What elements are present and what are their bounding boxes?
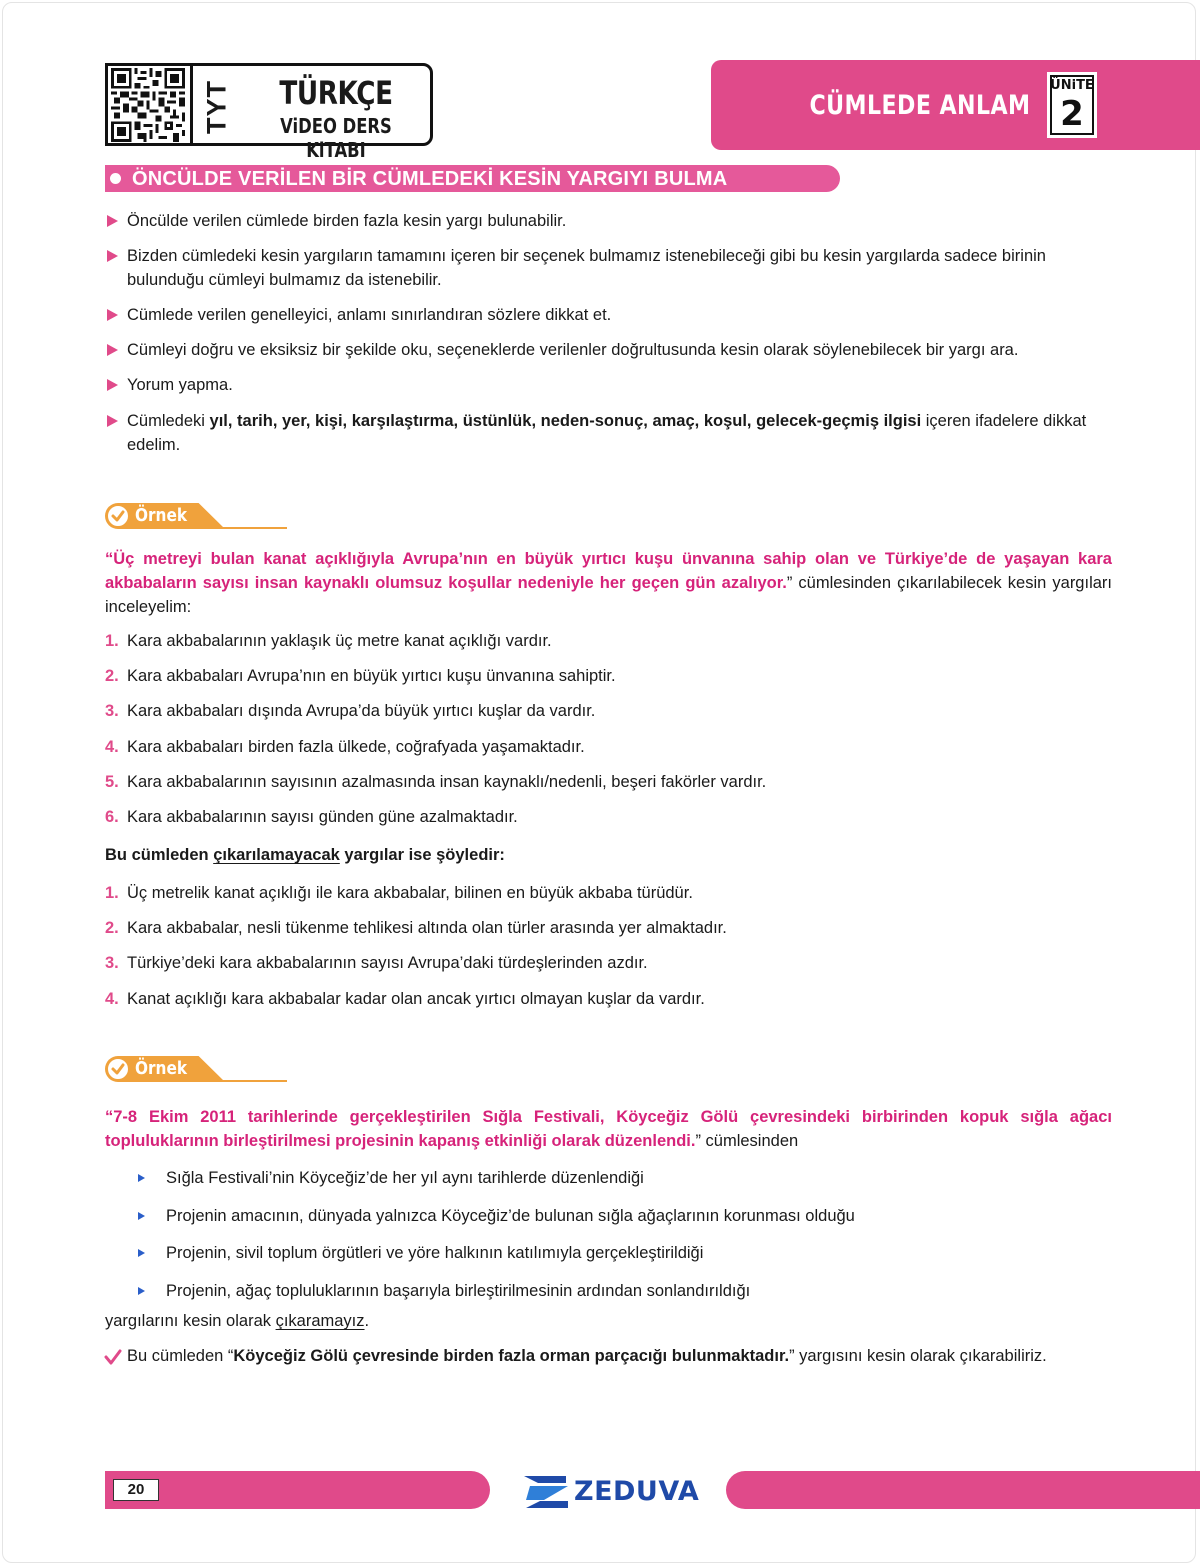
checkmark-icon xyxy=(106,1057,130,1081)
example-quote: “Üç metreyi bulan kanat açıklığıyla Avrupa’nın en büyük yırtıcı kuşu ünvanına sahip olan ve Türkiye’de de yaşayan kara akbabaların sayısı insan kaynaklı olumsuz koşullar nedeniyle her geçen gün azalıyor.” cümlesinden çıkarılabilecek kesin yargıları inceleyelim: xyxy=(105,550,1112,616)
qr-code-icon[interactable] xyxy=(110,68,186,142)
unit-badge xyxy=(1047,72,1097,138)
item-number: 4. xyxy=(105,737,119,756)
list-item: Kara akbabaları Avrupa’nın en büyük yırtıcı kuşu ünvanına sahiptir. xyxy=(127,667,616,686)
footer-bar-left xyxy=(105,1471,490,1509)
section-title: ÖNCÜLDE VERİLEN BİR CÜMLEDEKİ KESİN YARGIYI BULMA xyxy=(132,168,728,190)
list-item: Kara akbabalarının sayısının azalmasında insan kaynaklı/nedenli, beşeri fakörler vardır. xyxy=(127,772,767,791)
book-subtitle: ViDEO DERS KiTABI xyxy=(280,114,392,162)
list-item: Kara akbabalarının sayısı günden güne azalmaktadır. xyxy=(127,808,518,826)
unit-title: CÜMLEDE ANLAM xyxy=(809,90,1030,121)
list-item: Türkiye’deki kara akbabalarının sayısı Avrupa’daki türdeşlerinden azdır. xyxy=(127,954,648,973)
book-brand-box xyxy=(105,63,433,162)
rule-item: Öncülde verilen cümlede birden fazla kesin yargı bulunabilir. xyxy=(127,212,567,230)
unit-banner xyxy=(711,60,1200,150)
list-item: Projenin amacının, dünyada yalnızca Köyceğiz’de bulunan sığla ağaçlarının korunması olduğu xyxy=(166,1206,855,1225)
item-number: 3. xyxy=(105,702,119,721)
example-badge xyxy=(105,503,287,531)
conclusion-text: yargılarını kesin olarak çıkaramayız. xyxy=(105,1312,370,1330)
footer-bar-right xyxy=(726,1471,1200,1509)
small-triangle-bullet-icon xyxy=(138,1287,145,1295)
list-item: Üç metrelik kanat açıklığı ile kara akbabalar, bilinen en büyük akbaba türüdür. xyxy=(127,884,693,902)
triangle-bullet-icon xyxy=(107,215,118,227)
unit-label: ÜNiTE xyxy=(1050,78,1094,93)
rule-item: Bizden cümledeki kesin yargıların tamamını içeren bir seçenek bulmamız istenebileceği gibi bu kesin yargılarda sadece birinin bulunduğu cümleyi bulmamız da istenebilir. xyxy=(127,247,1046,289)
list-item: Projenin, ağaç topluluklarının başarıyla birleştirilmesinin ardından sonlandırıldığı xyxy=(166,1281,751,1300)
section-heading xyxy=(105,165,840,192)
page-number: 20 xyxy=(113,1479,159,1501)
item-number: 2. xyxy=(105,919,119,938)
logo-text: ZEDUVA xyxy=(574,1476,700,1507)
final-statement: Bu cümleden “Köyceğiz Gölü çevresinde birden fazla orman parçacığı bulunmaktadır.” yargısını kesin olarak çıkarabiliriz. xyxy=(127,1347,1047,1365)
item-number: 4. xyxy=(105,989,119,1008)
triangle-bullet-icon xyxy=(107,379,118,391)
example-label: Örnek xyxy=(135,505,187,526)
exam-label: TYT xyxy=(201,80,232,134)
rule-item: Yorum yapma. xyxy=(127,376,233,394)
triangle-bullet-icon xyxy=(107,250,118,262)
zeduva-logo-icon xyxy=(522,1474,570,1510)
list-item: Sığla Festivali’nin Köyceğiz’de her yıl aynı tarihlerde düzenlendiği xyxy=(166,1169,644,1187)
small-triangle-bullet-icon xyxy=(138,1249,145,1257)
example-label: Örnek xyxy=(135,1058,187,1079)
publisher-logo xyxy=(522,1472,700,1512)
list-item: Kara akbabaları dışında Avrupa’da büyük yırtıcı kuşlar da vardır. xyxy=(127,702,596,721)
list-item: Projenin, sivil toplum örgütleri ve yöre halkının katılımıyla gerçekleştirildiği xyxy=(166,1244,704,1262)
rule-item: Cümlede verilen genelleyici, anlamı sınırlandıran sözlere dikkat et. xyxy=(127,306,612,324)
triangle-bullet-icon xyxy=(107,344,118,356)
item-number: 2. xyxy=(105,667,119,686)
item-number: 5. xyxy=(105,772,119,791)
rule-item: Cümledeki yıl, tarih, yer, kişi, karşılaştırma, üstünlük, neden-sonuç, amaç, koşul, gelecek-geçmiş ilgisi içeren ifadelere dikkat edelim. xyxy=(127,412,1087,454)
checkmark-icon xyxy=(104,1348,122,1366)
item-number: 6. xyxy=(105,808,119,826)
item-number: 3. xyxy=(105,954,119,973)
example-badge xyxy=(105,1056,287,1084)
negative-intro: Bu cümleden çıkarılamayacak yargılar ise şöyledir: xyxy=(105,846,505,864)
checkmark-icon xyxy=(106,504,130,528)
bullet-dot-icon xyxy=(110,173,121,184)
example-quote: “7-8 Ekim 2011 tarihlerinde gerçekleştirilen Sığla Festivali, Köyceğiz Gölü çevresindeki birbirinden kopuk sığla ağacı topluluklarının birleştirilmesi projesinin kapanış etkinliği olarak düzenlendi.” cümlesinden xyxy=(105,1108,1112,1150)
list-item: Kara akbabalar, nesli tükenme tehlikesi altında olan türler arasında yer almaktadır. xyxy=(127,919,727,938)
item-number: 1. xyxy=(105,884,119,902)
triangle-bullet-icon xyxy=(107,415,118,427)
list-item: Kara akbabaları birden fazla ülkede, coğrafyada yaşamaktadır. xyxy=(127,737,585,756)
triangle-bullet-icon xyxy=(107,309,118,321)
rule-item: Cümleyi doğru ve eksiksiz bir şekilde oku, seçeneklerde verilenler doğrultusunda kesin olarak söylenebilecek bir yargı ara. xyxy=(127,341,1019,359)
small-triangle-bullet-icon xyxy=(138,1174,145,1182)
book-title: TÜRKÇE xyxy=(279,74,393,112)
unit-number: 2 xyxy=(1060,94,1084,134)
list-item: Kanat açıklığı kara akbabalar kadar olan ancak yırtıcı olmayan kuşlar da vardır. xyxy=(127,989,705,1008)
item-number: 1. xyxy=(105,632,119,650)
brand-divider xyxy=(190,66,193,143)
small-triangle-bullet-icon xyxy=(138,1212,145,1220)
list-item: Kara akbabalarının yaklaşık üç metre kanat açıklığı vardır. xyxy=(127,632,552,650)
